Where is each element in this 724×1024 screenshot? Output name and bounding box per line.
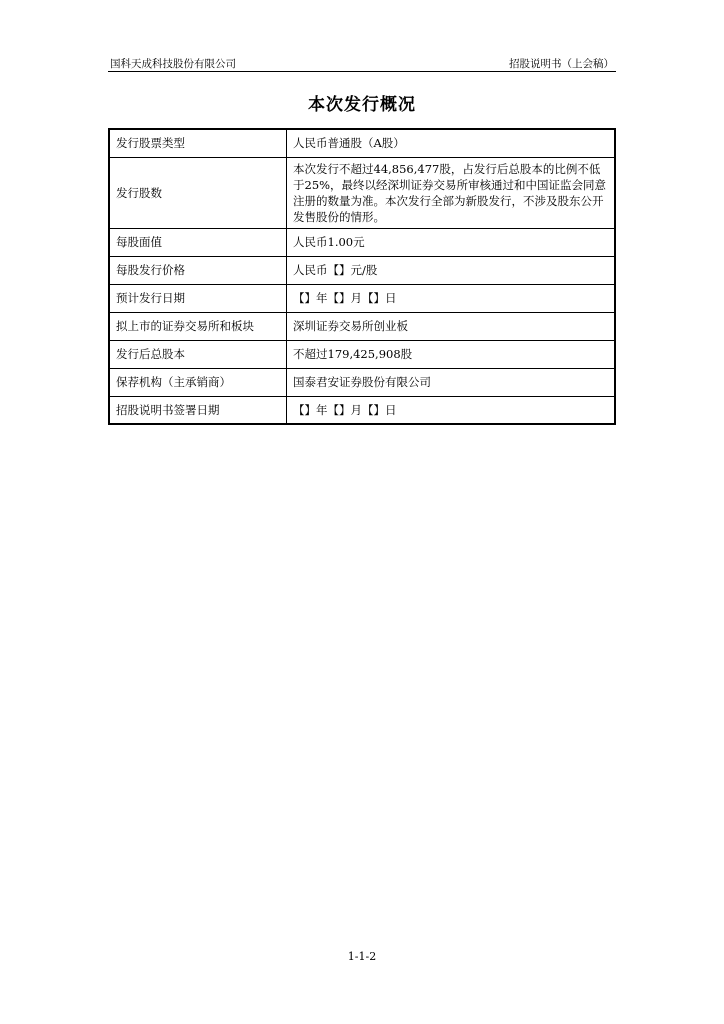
row-label: 发行股数 xyxy=(109,157,287,228)
table-row xyxy=(109,312,615,340)
table-row xyxy=(109,129,615,157)
row-label: 每股面值 xyxy=(109,228,287,256)
row-value: 深圳证券交易所创业板 xyxy=(287,312,616,340)
header-company: 国科天成科技股份有限公司 xyxy=(110,58,236,70)
offering-summary-table xyxy=(108,128,616,425)
table-row xyxy=(109,256,615,284)
table-row xyxy=(109,228,615,256)
row-value: 国泰君安证券股份有限公司 xyxy=(287,368,616,396)
page-title: 本次发行概况 xyxy=(308,95,416,115)
row-label: 保荐机构（主承销商） xyxy=(109,368,287,396)
row-label: 发行股票类型 xyxy=(109,129,287,157)
page-header xyxy=(108,54,616,70)
page-number: 1-1-2 xyxy=(347,950,377,963)
row-value: 不超过179,425,908股 xyxy=(287,340,616,368)
row-label: 招股说明书签署日期 xyxy=(109,396,287,424)
row-value: 人民币1.00元 xyxy=(287,228,616,256)
table-row xyxy=(109,157,615,228)
row-value: 人民币普通股（A股） xyxy=(287,129,616,157)
table-row xyxy=(109,284,615,312)
table-row xyxy=(109,340,615,368)
row-label: 发行后总股本 xyxy=(109,340,287,368)
row-value: 本次发行不超过44,856,477股，占发行后总股本的比例不低于25%，最终以经深圳证券交易所审核通过和中国证监会同意注册的数量为准。本次发行全部为新股发行，不涉及股东公开发售股份的情形。 xyxy=(287,157,616,228)
table-row xyxy=(109,396,615,424)
row-label: 每股发行价格 xyxy=(109,256,287,284)
table-row xyxy=(109,368,615,396)
row-value: 人民币【】元/股 xyxy=(287,256,616,284)
header-doc-type: 招股说明书（上会稿） xyxy=(509,58,614,70)
row-value: 【】年【】月【】日 xyxy=(287,284,616,312)
row-label: 预计发行日期 xyxy=(109,284,287,312)
header-rule xyxy=(108,71,616,72)
row-label: 拟上市的证券交易所和板块 xyxy=(109,312,287,340)
row-value: 【】年【】月【】日 xyxy=(287,396,616,424)
